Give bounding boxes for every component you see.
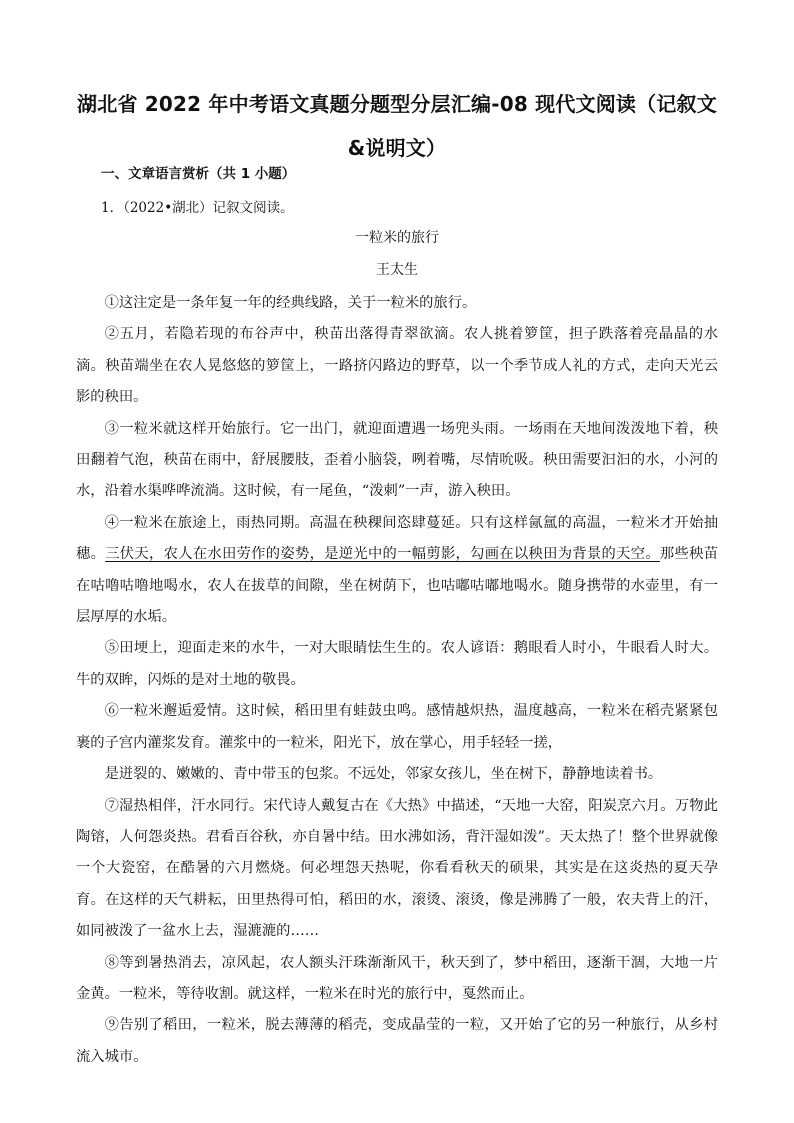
article-author: 王太生	[376, 262, 418, 278]
article-body	[76, 288, 718, 1073]
paragraph-9: ⑨告别了稻田，一粒米，脱去薄薄的稻壳，变成晶莹的一粒，又开始了它的另一种旅行，从乡村流入城市。	[76, 1017, 718, 1065]
paragraph-1: ①这注定是一条年复一年的经典线路，关于一粒米的旅行。	[104, 295, 477, 311]
section-heading: 一、文章语言赏析（共 1 小题）	[101, 166, 296, 182]
paragraph-7: ⑦湿热相伴，汗水同行。宋代诗人戴复古在《大热》中描述，“天地一大窑，阳炭烹六月。万物此陶镕，人何怨炎热。君看百谷秋，亦自暑中结。田水沸如汤，背汗湿如泼”。天太热了！整个世界就像一个大瓷窑，在酷暑的六月燃烧。何必埋怨天热呢，你看看秋天的硕果，其实是在这炎热的夏天孕育。在这样的天气耕耘，田里热得可怕，稻田的水，滚烫、滚烫，像是沸腾了一般，农夫背上的汗，如同被泼了一盆水上去，湿漉漉的……	[76, 797, 718, 940]
paragraph-3: ③一粒米就这样开始旅行。它一出门，就迎面遭遇一场兜头雨。一场雨在天地间泼泼地下着，秧田翻着气泡，秧苗在雨中，舒展腰肢，歪着小脑袋，咧着嘴，尽情吮吸。秧田需要汩汩的水，小河的水，沿着水渠哗哗流淌。这时候，有一尾鱼，“泼刺”一声，游入秧田。	[76, 420, 718, 500]
paragraph-2: ②五月，若隐若现的布谷声中，秧苗出落得青翠欲滴。农人挑着箩筐，担子跌落着亮晶晶的水滴。秧苗端坐在农人晃悠悠的箩筐上，一路挤闪路边的野草，以一个季节成人礼的方式，走向天光云影的秧田。	[76, 326, 718, 406]
paragraph-6-continued: 是迸裂的、嫩嫩的、青中带玉的包浆。不远处，邻家女孩儿，坐在树下，静静地读着书。	[104, 766, 663, 783]
paragraph-4	[76, 508, 718, 634]
question-intro: 1．（2022•湖北）记叙文阅读。	[101, 200, 294, 216]
paragraph-8: ⑧等到暑热消去，凉风起，农人额头汗珠渐渐风干，秋天到了，梦中稻田，逐渐干涸，大地一片金黄。一粒米，等待收割。就这样，一粒米在时光的旅行中，戛然而止。	[76, 954, 718, 1002]
underlined-sentence: 三伏天，农人在水田劳作的姿势，是逆光中的一幅剪影，勾画在以秧田为背景的天空。	[105, 546, 660, 563]
document-title: 湖北省 2022 年中考语文真题分题型分层汇编-08 现代文阅读（记叙文&说明文）	[77, 92, 717, 160]
article-title: 一粒米的旅行	[355, 230, 439, 246]
paragraph-4-text-after: 那些秧苗在咕噜咕噜地喝水，农人在拔草的间隙，坐在树荫下，也咕嘟咕嘟地喝水。随身携带的水壶里，有一层厚厚的水垢。	[76, 546, 719, 626]
paragraph-4-text-before: ④一粒米在旅途上，雨热同期。高温在秧稞间恣肆蔓延。只有这样氤氲的高温，一粒米才开始抽穗。	[76, 514, 718, 563]
paragraph-5: ⑤田埂上，迎面走来的水牛，一对大眼睛怯生生的。农人谚语：鹅眼看人时小，牛眼看人时大。牛的双眸，闪烁的是对土地的敬畏。	[76, 640, 718, 688]
paragraph-6: ⑥一粒米邂逅爱情。这时候，稻田里有蛙鼓虫鸣。感情越炽热，温度越高，一粒米在稻壳紧紧包裹的子宫内灌浆发育。灌浆中的一粒米，阳光下，放在掌心，用手轻轻一搓，	[76, 703, 718, 751]
